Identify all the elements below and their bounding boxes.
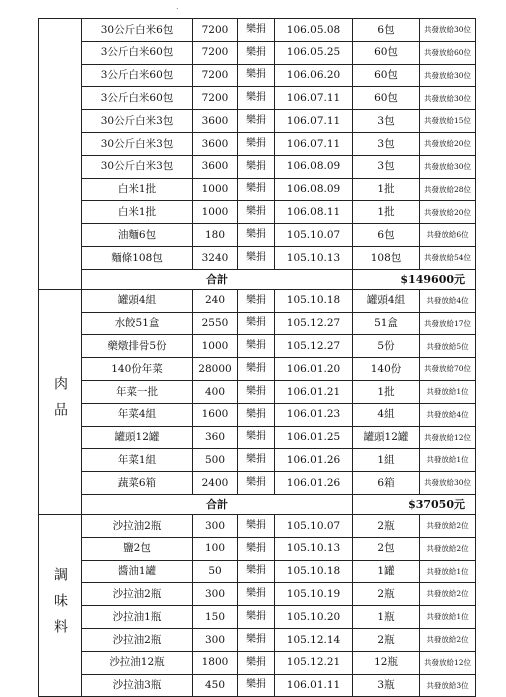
cell-note: 共發放給60位 <box>420 41 476 64</box>
cell-unit: 樂捐 <box>238 514 275 537</box>
table-row <box>39 358 476 381</box>
cell-note: 共發放給1位 <box>420 560 476 583</box>
cell-date: 106.01.23 <box>275 403 353 426</box>
cell-note: 共發放給1位 <box>420 449 476 472</box>
cell-amount: 360 <box>193 426 238 449</box>
table-row <box>39 583 476 606</box>
cell-item: 年菜一批 <box>82 380 193 403</box>
cell-note: 共發放給2位 <box>420 514 476 537</box>
cell-note: 共發放給1位 <box>420 606 476 629</box>
table-row <box>39 335 476 358</box>
cell-note: 共發放給5位 <box>420 335 476 358</box>
table-row <box>39 514 476 537</box>
cell-qty: 6包 <box>353 19 420 42</box>
cell-note: 共發放給2位 <box>420 628 476 651</box>
cell-item: 醬油1罐 <box>82 560 193 583</box>
cell-qty: 6包 <box>353 224 420 247</box>
cell-note: 共發放給2位 <box>420 583 476 606</box>
cell-date: 106.07.11 <box>275 110 353 133</box>
cell-item: 30公斤白米3包 <box>82 155 193 178</box>
table-row <box>39 560 476 583</box>
table-row <box>39 312 476 335</box>
table-row <box>39 201 476 224</box>
cell-item: 藥燉排骨5份 <box>82 335 193 358</box>
cell-amount: 300 <box>193 514 238 537</box>
cell-qty: 60包 <box>353 87 420 110</box>
cell-amount: 180 <box>193 224 238 247</box>
cell-item: 沙拉油12瓶 <box>82 651 193 674</box>
cell-unit: 樂捐 <box>238 201 275 224</box>
cell-unit: 樂捐 <box>238 426 275 449</box>
cell-item: 30公斤白米6包 <box>82 19 193 42</box>
cell-unit: 樂捐 <box>238 19 275 42</box>
cell-amount: 2400 <box>193 472 238 495</box>
table-row <box>39 64 476 87</box>
category-label <box>39 19 82 290</box>
cell-date: 106.08.09 <box>275 178 353 201</box>
total-row <box>39 494 476 514</box>
cell-qty: 1組 <box>353 449 420 472</box>
cell-unit: 樂捐 <box>238 132 275 155</box>
cell-item: 30公斤白米3包 <box>82 110 193 133</box>
cell-qty: 2瓶 <box>353 628 420 651</box>
cell-qty: 4組 <box>353 403 420 426</box>
table-row <box>39 426 476 449</box>
table-row <box>39 403 476 426</box>
cell-date: 105.10.13 <box>275 537 353 560</box>
table-row <box>39 674 476 697</box>
cell-item: 3公斤白米60包 <box>82 64 193 87</box>
cell-item: 沙拉油3瓶 <box>82 674 193 697</box>
cell-amount: 1600 <box>193 403 238 426</box>
cell-note: 共發放給3位 <box>420 674 476 697</box>
cell-item: 白米1批 <box>82 201 193 224</box>
cell-item: 蔬菜6箱 <box>82 472 193 495</box>
cell-item: 罐頭12罐 <box>82 426 193 449</box>
cell-date: 106.08.09 <box>275 155 353 178</box>
cell-amount: 400 <box>193 380 238 403</box>
table-row <box>39 41 476 64</box>
cell-item: 年菜1組 <box>82 449 193 472</box>
table-row <box>39 224 476 247</box>
table-row <box>39 651 476 674</box>
cell-unit: 樂捐 <box>238 41 275 64</box>
cell-item: 麵條108包 <box>82 246 193 269</box>
cell-note: 共發放給30位 <box>420 155 476 178</box>
cell-unit: 樂捐 <box>238 224 275 247</box>
cell-date: 106.06.20 <box>275 64 353 87</box>
cell-note: 共發放給30位 <box>420 472 476 495</box>
cell-qty: 2包 <box>353 537 420 560</box>
cell-date: 105.10.07 <box>275 514 353 537</box>
cell-amount: 450 <box>193 674 238 697</box>
table-row <box>39 628 476 651</box>
cell-qty: 51盒 <box>353 312 420 335</box>
cell-date: 106.07.11 <box>275 132 353 155</box>
cell-note: 共發放給70位 <box>420 358 476 381</box>
cell-amount: 7200 <box>193 64 238 87</box>
cell-unit: 樂捐 <box>238 449 275 472</box>
cell-note: 共發放給15位 <box>420 110 476 133</box>
cell-item: 沙拉油2瓶 <box>82 514 193 537</box>
cell-note: 共發放給12位 <box>420 651 476 674</box>
cell-qty: 1瓶 <box>353 606 420 629</box>
cell-qty: 罐頭4組 <box>353 289 420 312</box>
cell-item: 年菜4組 <box>82 403 193 426</box>
cell-qty: 2瓶 <box>353 514 420 537</box>
cell-note: 共發放給12位 <box>420 426 476 449</box>
total-row <box>39 269 476 289</box>
cell-qty: 3包 <box>353 110 420 133</box>
cell-note: 共發放給4位 <box>420 289 476 312</box>
cell-date: 105.12.27 <box>275 335 353 358</box>
cell-unit: 樂捐 <box>238 403 275 426</box>
cell-unit: 樂捐 <box>238 155 275 178</box>
table-body <box>39 19 476 697</box>
cell-note: 共發放給54位 <box>420 246 476 269</box>
cell-item: 沙拉油2瓶 <box>82 583 193 606</box>
cell-qty: 1批 <box>353 380 420 403</box>
cell-date: 105.10.13 <box>275 246 353 269</box>
category-label: 調味料 <box>39 514 82 696</box>
cell-date: 106.01.21 <box>275 380 353 403</box>
cell-note: 共發放給2位 <box>420 537 476 560</box>
cell-unit: 樂捐 <box>238 335 275 358</box>
cell-amount: 1000 <box>193 335 238 358</box>
cell-date: 105.12.21 <box>275 651 353 674</box>
table-row <box>39 246 476 269</box>
cell-qty: 60包 <box>353 64 420 87</box>
cell-amount: 150 <box>193 606 238 629</box>
cell-unit: 樂捐 <box>238 246 275 269</box>
cell-qty: 罐頭12罐 <box>353 426 420 449</box>
cell-qty: 60包 <box>353 41 420 64</box>
cell-note: 共發放給1位 <box>420 380 476 403</box>
cell-date: 105.12.14 <box>275 628 353 651</box>
cell-qty: 2瓶 <box>353 583 420 606</box>
cell-unit: 樂捐 <box>238 606 275 629</box>
cell-note: 共發放給20位 <box>420 132 476 155</box>
cell-date: 105.10.18 <box>275 560 353 583</box>
cell-unit: 樂捐 <box>238 380 275 403</box>
cell-unit: 樂捐 <box>238 628 275 651</box>
total-label: 合計 <box>82 494 353 514</box>
cell-unit: 樂捐 <box>238 472 275 495</box>
cell-unit: 樂捐 <box>238 110 275 133</box>
cell-date: 106.05.25 <box>275 41 353 64</box>
cell-item: 140份年菜 <box>82 358 193 381</box>
cell-unit: 樂捐 <box>238 583 275 606</box>
cell-date: 105.10.19 <box>275 583 353 606</box>
cell-qty: 12瓶 <box>353 651 420 674</box>
total-label: 合計 <box>82 269 353 289</box>
cell-item: 3公斤白米60包 <box>82 41 193 64</box>
table-row <box>39 606 476 629</box>
cell-item: 罐頭4組 <box>82 289 193 312</box>
cell-date: 106.08.11 <box>275 201 353 224</box>
cell-item: 白米1批 <box>82 178 193 201</box>
cell-amount: 3600 <box>193 132 238 155</box>
cell-date: 105.12.27 <box>275 312 353 335</box>
cell-qty: 140份 <box>353 358 420 381</box>
cell-date: 106.01.26 <box>275 449 353 472</box>
table-row <box>39 472 476 495</box>
cell-note: 共發放給20位 <box>420 201 476 224</box>
cell-item: 油麵6包 <box>82 224 193 247</box>
cell-date: 106.01.20 <box>275 358 353 381</box>
cell-qty: 1批 <box>353 178 420 201</box>
cell-amount: 3240 <box>193 246 238 269</box>
table-row <box>39 19 476 42</box>
cell-amount: 1000 <box>193 178 238 201</box>
cell-item: 水餃51盒 <box>82 312 193 335</box>
cell-date: 105.10.07 <box>275 224 353 247</box>
table-row <box>39 537 476 560</box>
cell-amount: 2550 <box>193 312 238 335</box>
cell-amount: 28000 <box>193 358 238 381</box>
total-amount: $149600元 <box>353 269 476 289</box>
table-row <box>39 155 476 178</box>
cell-amount: 7200 <box>193 41 238 64</box>
cell-qty: 108包 <box>353 246 420 269</box>
total-amount: $37050元 <box>353 494 476 514</box>
cell-note: 共發放給30位 <box>420 87 476 110</box>
cell-amount: 50 <box>193 560 238 583</box>
cell-date: 106.01.25 <box>275 426 353 449</box>
cell-item: 沙拉油2瓶 <box>82 628 193 651</box>
cell-note: 共發放給4位 <box>420 403 476 426</box>
cell-date: 106.01.11 <box>275 674 353 697</box>
cell-qty: 5份 <box>353 335 420 358</box>
cell-note: 共發放給17位 <box>420 312 476 335</box>
cell-amount: 1800 <box>193 651 238 674</box>
cell-amount: 100 <box>193 537 238 560</box>
cell-note: 共發放給6位 <box>420 224 476 247</box>
cell-unit: 樂捐 <box>238 289 275 312</box>
cell-qty: 6箱 <box>353 472 420 495</box>
cell-unit: 樂捐 <box>238 651 275 674</box>
cell-qty: 1批 <box>353 201 420 224</box>
cell-note: 共發放給30位 <box>420 19 476 42</box>
cell-amount: 240 <box>193 289 238 312</box>
cell-date: 106.01.26 <box>275 472 353 495</box>
cell-amount: 300 <box>193 628 238 651</box>
cell-amount: 1000 <box>193 201 238 224</box>
cell-note: 共發放給28位 <box>420 178 476 201</box>
cell-amount: 300 <box>193 583 238 606</box>
cell-amount: 500 <box>193 449 238 472</box>
category-label: 肉品 <box>39 289 82 514</box>
scan-mark: . <box>176 2 179 11</box>
cell-date: 106.05.08 <box>275 19 353 42</box>
donation-table <box>38 18 476 697</box>
cell-amount: 7200 <box>193 19 238 42</box>
cell-qty: 3瓶 <box>353 674 420 697</box>
cell-item: 鹽2包 <box>82 537 193 560</box>
cell-date: 106.07.11 <box>275 87 353 110</box>
cell-item: 沙拉油1瓶 <box>82 606 193 629</box>
table-row <box>39 132 476 155</box>
cell-date: 105.10.20 <box>275 606 353 629</box>
cell-unit: 樂捐 <box>238 87 275 110</box>
cell-unit: 樂捐 <box>238 674 275 697</box>
table-row <box>39 380 476 403</box>
cell-amount: 7200 <box>193 87 238 110</box>
cell-qty: 3包 <box>353 155 420 178</box>
cell-amount: 3600 <box>193 110 238 133</box>
cell-unit: 樂捐 <box>238 312 275 335</box>
cell-item: 30公斤白米3包 <box>82 132 193 155</box>
cell-unit: 樂捐 <box>238 178 275 201</box>
cell-date: 105.10.18 <box>275 289 353 312</box>
table-row <box>39 449 476 472</box>
cell-unit: 樂捐 <box>238 560 275 583</box>
cell-qty: 3包 <box>353 132 420 155</box>
table-row <box>39 178 476 201</box>
cell-qty: 1罐 <box>353 560 420 583</box>
cell-amount: 3600 <box>193 155 238 178</box>
table-row <box>39 110 476 133</box>
cell-unit: 樂捐 <box>238 358 275 381</box>
table-row <box>39 87 476 110</box>
cell-item: 3公斤白米60包 <box>82 87 193 110</box>
table-row <box>39 289 476 312</box>
cell-unit: 樂捐 <box>238 537 275 560</box>
cell-unit: 樂捐 <box>238 64 275 87</box>
cell-note: 共發放給30位 <box>420 64 476 87</box>
